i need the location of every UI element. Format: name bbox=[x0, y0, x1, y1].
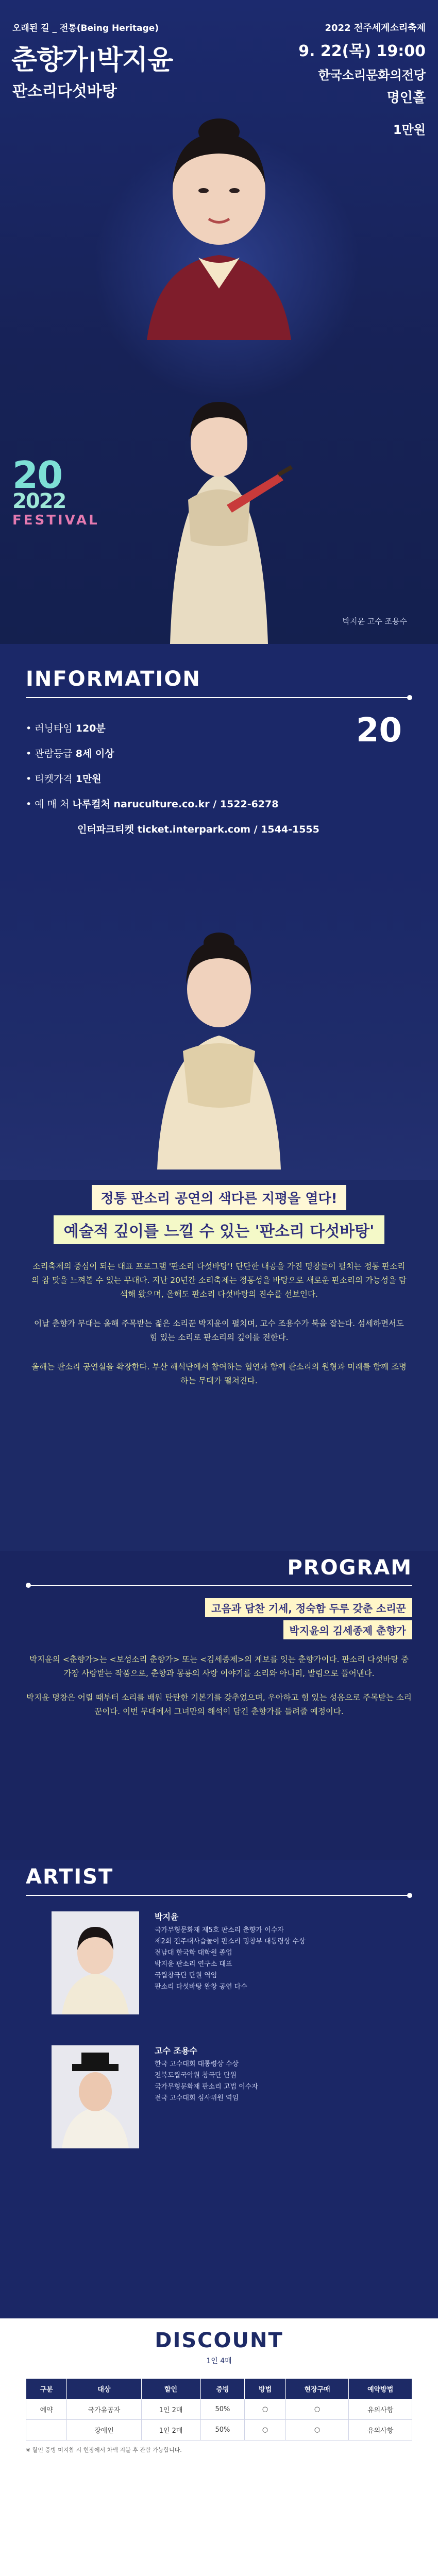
section-divider bbox=[26, 1585, 412, 1586]
event-price: 1만원 bbox=[393, 123, 426, 137]
festival-logo-number: 20 bbox=[12, 453, 62, 497]
table-cell: 유의사항 bbox=[349, 2399, 412, 2420]
event-venue: 한국소리문화의전당 bbox=[318, 68, 426, 82]
table-header-row bbox=[26, 2379, 412, 2399]
hero-credits: 박지윤 고수 조용수 bbox=[342, 617, 407, 626]
hero-title bbox=[11, 38, 173, 77]
table-row bbox=[26, 2399, 412, 2420]
artist-section bbox=[0, 1860, 438, 2318]
program-paragraph-1: 박지윤의 <춘향가>는 <보성소리 춘향가> 또는 <김세종제>의 계보를 잇는 춘향가이다. 판소리 다섯바탕 중 가장 사랑받는 작품으로, 춘향과 몽룡의 사랑 이야기를 소리와 아니리, 발림으로 풀어낸다. bbox=[29, 1655, 409, 1678]
information-list bbox=[26, 721, 412, 836]
discount-subtitle: 1인 4매 bbox=[206, 2357, 232, 2365]
artist-2-photo bbox=[52, 2045, 139, 2148]
section-divider bbox=[26, 1895, 412, 1896]
program-section bbox=[0, 1551, 438, 1860]
title-separator bbox=[91, 52, 94, 72]
performer-photo bbox=[137, 881, 301, 1170]
table-row bbox=[26, 2420, 412, 2441]
hero-section bbox=[0, 0, 438, 644]
program-highlight bbox=[26, 1598, 412, 1642]
info-item-price: • 티켓가격 1만원 bbox=[26, 773, 102, 785]
hero-subtitle: 판소리다섯바탕 bbox=[12, 82, 117, 100]
table-header: 예약방법 bbox=[349, 2379, 412, 2399]
festival-logo-text: FESTIVAL bbox=[12, 512, 99, 528]
section-divider bbox=[26, 697, 412, 698]
artist-1 bbox=[26, 1911, 412, 2030]
artist-2-line: 전북도립국악원 창극단 단원 bbox=[155, 2072, 237, 2079]
portrait-image bbox=[126, 113, 312, 340]
artist-1-line: 박지윤 판소리 연구소 대표 bbox=[155, 1960, 232, 1968]
program-paragraph-2: 박지윤 명창은 어릴 때부터 소리를 배워 탄탄한 기본기를 갖추었으며, 우아하고 힘 있는 성음으로 주목받는 소리꾼이다. 이번 무대에서 그녀만의 해석이 담긴 춘향가를 들려줄 예정이다. bbox=[26, 1693, 412, 1716]
table-cell: 50% bbox=[200, 2399, 245, 2420]
title-performer: 박지윤 bbox=[96, 45, 173, 76]
table-cell: 장애인 bbox=[67, 2420, 141, 2441]
discount-section bbox=[0, 2318, 438, 2576]
info-item-booking-2[interactable]: 인터파크티켓 ticket.interpark.com / 1544-1555 bbox=[77, 824, 319, 835]
performer-photo-section bbox=[0, 860, 438, 1180]
artist-2-line: 한국 고수대회 대통령상 수상 bbox=[155, 2060, 239, 2068]
table-cell: 50% bbox=[200, 2420, 245, 2441]
intro-section bbox=[0, 1180, 438, 1551]
artist-1-line: 제2회 전주대사습놀이 판소리 명창부 대통령상 수상 bbox=[155, 1938, 306, 1945]
information-title: INFORMATION bbox=[26, 667, 201, 691]
table-header: 할인 bbox=[141, 2379, 200, 2399]
festival-logo bbox=[12, 453, 99, 528]
table-cell: 1인 2매 bbox=[141, 2399, 200, 2420]
artist-2-line: 전국 고수대회 심사위원 역임 bbox=[155, 2094, 239, 2102]
festival-name: 2022 전주세계소리축제 bbox=[325, 23, 426, 33]
information-section bbox=[0, 644, 438, 860]
artist-2-name: 고수 조용수 bbox=[155, 2046, 197, 2056]
intro-headline-1: 정통 판소리 공연의 색다른 지평을 열다! bbox=[92, 1185, 347, 1210]
artist-1-name: 박지윤 bbox=[155, 1912, 179, 1922]
intro-paragraph-1: 소리축제의 중심이 되는 대표 프로그램 '판소리 다섯바탕'! 단단한 내공을 가진 명창들이 펼치는 정통 판소리의 참 맛을 느껴볼 수 있는 무대다. 지난 20년간 소리축제는 정통성을 바탕으로 새로운 판소리의 가능성을 탐색해 왔으며, 올해도 판소리 다섯바탕의 진수를 선보인다. bbox=[31, 1262, 407, 1299]
table-header: 현장구매 bbox=[285, 2379, 349, 2399]
artist-1-line: 국립창극단 단원 역임 bbox=[155, 1972, 217, 1979]
table-cell bbox=[26, 2420, 67, 2441]
table-header: 대상 bbox=[67, 2379, 141, 2399]
table-cell: 유의사항 bbox=[349, 2420, 412, 2441]
information-logo: 20 bbox=[356, 711, 402, 750]
table-header: 구분 bbox=[26, 2379, 67, 2399]
artist-1-photo bbox=[52, 1911, 139, 2014]
hero-info bbox=[298, 21, 426, 142]
performer-image bbox=[129, 345, 309, 644]
event-hall: 명인홀 bbox=[386, 90, 426, 106]
info-item-rating: • 관람등급 8세 이상 bbox=[26, 748, 114, 759]
info-item-runtime: • 러닝타임 120분 bbox=[26, 723, 106, 734]
discount-title: DISCOUNT bbox=[155, 2329, 283, 2352]
table-cell: ○ bbox=[285, 2420, 349, 2441]
table-cell: 1인 2매 bbox=[141, 2420, 200, 2441]
table-cell: ○ bbox=[245, 2399, 285, 2420]
info-item-booking[interactable]: • 예 매 처 나루컬처 naruculture.co.kr / 1522-6278 bbox=[26, 799, 279, 810]
artist-title: ARTIST bbox=[26, 1865, 114, 1889]
hero-tag: 오래된 길 _ 전통(Being Heritage) bbox=[12, 23, 159, 33]
title-work: 춘향가 bbox=[11, 45, 88, 76]
table-cell: 예약 bbox=[26, 2399, 67, 2420]
artist-1-line: 판소리 다섯바탕 완창 공연 다수 bbox=[155, 1983, 247, 1991]
table-header: 방법 bbox=[245, 2379, 285, 2399]
festival-logo-year: 2022 bbox=[12, 489, 66, 513]
event-datetime: 9. 22(목) 19:00 bbox=[298, 42, 426, 60]
artist-2-bio bbox=[155, 2045, 258, 2104]
artist-2-line: 국가무형문화재 판소리 고법 이수자 bbox=[155, 2083, 258, 2091]
artist-1-bio bbox=[155, 1911, 306, 1993]
program-highlight-1: 고음과 담찬 기세, 정숙함 두루 갖춘 소리꾼 bbox=[205, 1598, 412, 1617]
intro-headline-2: 예술적 깊이를 느낄 수 있는 '판소리 다섯바탕' bbox=[54, 1215, 385, 1244]
table-cell: ○ bbox=[245, 2420, 285, 2441]
table-cell: 국가유공자 bbox=[67, 2399, 141, 2420]
artist-1-line: 전남대 한국학 대학원 졸업 bbox=[155, 1949, 232, 1957]
table-header: 증빙 bbox=[200, 2379, 245, 2399]
discount-note: ※ 할인 증빙 미지참 시 현장에서 차액 지불 후 관람 가능합니다. bbox=[26, 2447, 182, 2453]
discount-table bbox=[26, 2378, 412, 2441]
program-highlight-2: 박지윤의 김세종제 춘향가 bbox=[283, 1620, 412, 1639]
intro-paragraph-3: 올해는 판소리 공연실을 확장한다. 부산 해석단에서 참여하는 협연과 함께 판소리의 원형과 미래를 함께 조명하는 무대가 펼쳐진다. bbox=[31, 1362, 407, 1385]
artist-2 bbox=[26, 2045, 412, 2164]
intro-paragraph-2: 이날 춘향가 무대는 올해 주목받는 젊은 소리꾼 박지윤이 펼치며, 고수 조용수가 북을 잡는다. 섬세하면서도 힘 있는 소리로 판소리의 깊이를 전한다. bbox=[34, 1319, 404, 1342]
program-title: PROGRAM bbox=[287, 1556, 412, 1580]
table-cell: ○ bbox=[285, 2399, 349, 2420]
artist-1-line: 국가무형문화재 제5호 판소리 춘향가 이수자 bbox=[155, 1926, 284, 1934]
